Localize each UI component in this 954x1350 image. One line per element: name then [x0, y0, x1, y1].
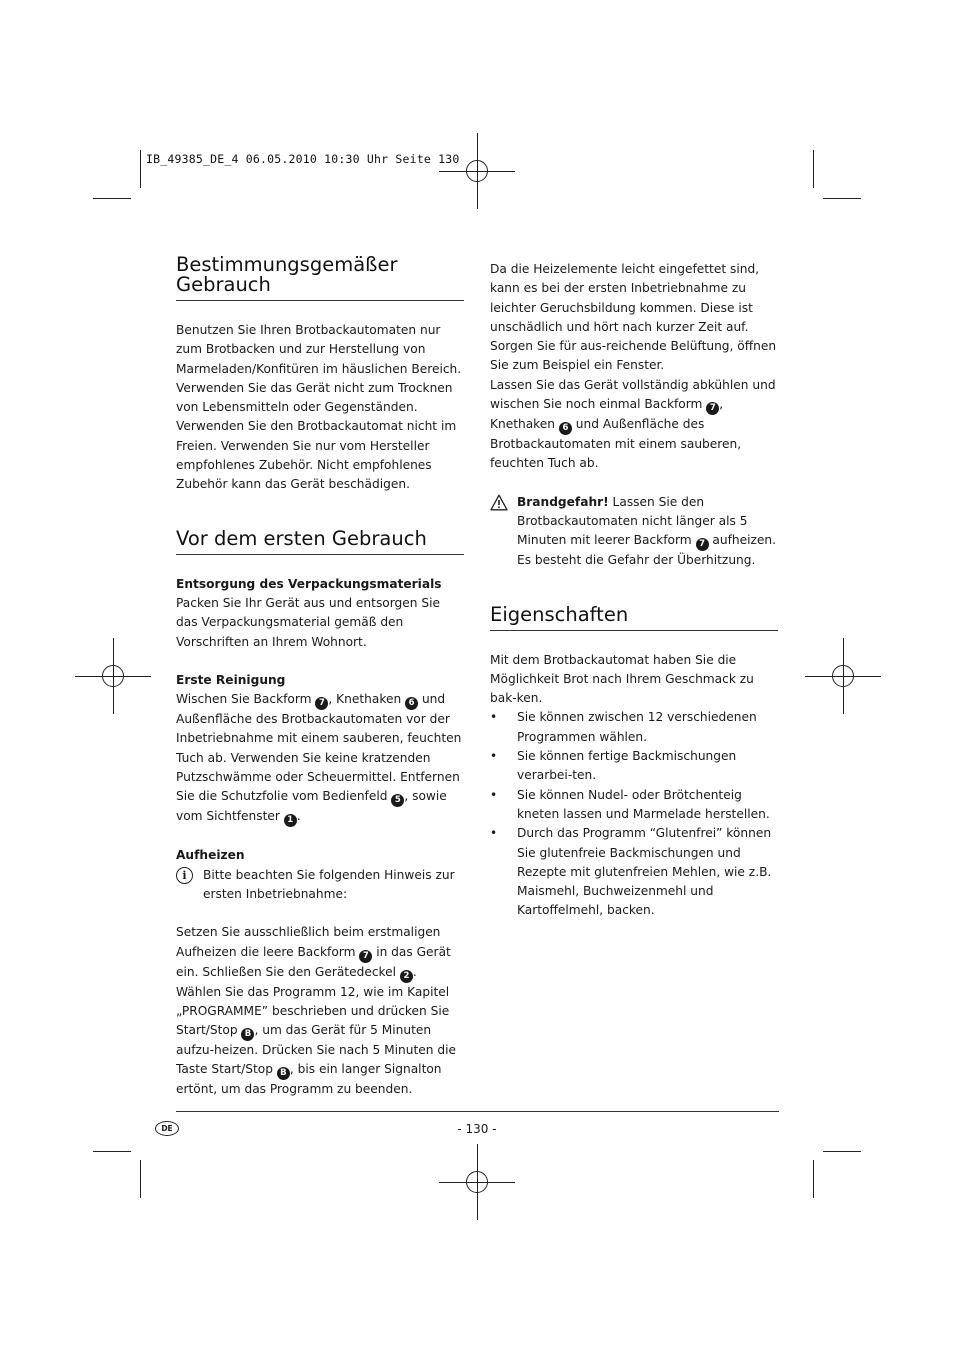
- right-column: [490, 260, 778, 921]
- crop-mark: [813, 150, 814, 188]
- heating-text: Setzen Sie ausschließlich beim erstmaligen Aufheizen die leere Backform 7 in das Gerät ein. Schließen Sie den Gerätedeckel 2 . Wählen Sie das Programm 12, wie im Kapitel „PROGRAMME” beschrieben und drücken Sie Start/Stop B , um das Gerät für 5 Minuten aufzu-heizen. Drücken Sie nach 5 Minuten die Taste Start/Stop B , bis ein langer Signalton ertönt, um das Programm zu beenden.: [176, 925, 456, 1097]
- intended-use-text: Benutzen Sie Ihren Brotbackautomaten nur zum Brotbacken und zur Herstellung von Marmeladen/Konfitüren im häuslichen Bereich. Verwenden Sie das Gerät nicht zum Trocknen von Lebensmitteln oder Gegenständen. Verwenden Sie den Brotbackautomat nicht im Freien. Verwenden Sie nur vom Hersteller empfohlenes Zubehör. Nicht empfohlenes Zubehör kann das Gerät beschädigen.: [176, 323, 462, 492]
- cleaning-text: Wischen Sie Backform 7 , Knethaken 6 und Außenfläche des Brotbackautomaten vor der Inbetriebnahme mit einem sauberen, feuchten Tuch ab. Verwenden Sie keine kratzenden Putzschwämme oder Scheuermittel. Entfernen Sie die Schutzfolie vom Bedienfeld 5 , sowie vom Sichtfenster 1 .: [176, 692, 462, 826]
- list-item: • Sie können zwischen 12 verschiedenen Programmen wählen.: [490, 708, 778, 747]
- heating-heading: Aufheizen: [176, 848, 245, 863]
- registration-mark-icon: [457, 151, 497, 191]
- crop-mark: [813, 1160, 814, 1198]
- info-icon: i: [176, 867, 193, 884]
- footer-rule: [176, 1111, 779, 1112]
- info-note: [176, 866, 464, 905]
- list-item: • Sie können fertige Backmischungen verarbei-ten.: [490, 747, 778, 786]
- info-note-text: Bitte beachten Sie folgenden Hinweis zur ersten Inbetriebnahme:: [203, 867, 455, 901]
- disposal-text: Packen Sie Ihr Gerät aus und entsorgen Sie das Verpackungsmaterial gemäß den Vorschriften an Ihrem Wohnort.: [176, 595, 440, 649]
- cooling-text: Lassen Sie das Gerät vollständig abkühlen und wischen Sie noch einmal Backform 7 , Knethaken 6 und Außenfläche des Brotbackautomaten mit einem sauberen, feuchten Tuch ab.: [490, 377, 776, 471]
- crop-mark: [93, 1151, 131, 1152]
- print-slug: IB_49385_DE_4 06.05.2010 10:30 Uhr Seite 130: [146, 152, 460, 166]
- ref-number-icon: 6: [559, 422, 572, 435]
- warning-note: [490, 493, 778, 571]
- crop-mark: [823, 1151, 861, 1152]
- section-title-first-use: Vor dem ersten Gebrauch: [176, 529, 464, 555]
- language-badge: DE: [155, 1121, 179, 1136]
- ref-number-icon: 2: [400, 970, 413, 983]
- ref-number-icon: 7: [315, 697, 328, 710]
- crop-mark: [140, 150, 141, 188]
- page-number: - 130 -: [457, 1122, 497, 1136]
- disposal-heading: Entsorgung des Verpackungsmaterials: [176, 576, 442, 591]
- crop-mark: [823, 198, 861, 199]
- registration-mark-icon: [823, 656, 863, 696]
- ref-number-icon: 5: [391, 794, 404, 807]
- crop-mark: [140, 1160, 141, 1198]
- registration-mark-icon: [93, 656, 133, 696]
- registration-mark-icon: [457, 1162, 497, 1202]
- ref-number-icon: 7: [359, 950, 372, 963]
- section-title-intended-use: Bestimmungsgemäßer Gebrauch: [176, 255, 464, 301]
- odor-text: Da die Heizelemente leicht eingefettet sind, kann es bei der ersten Inbetriebnahme zu leichter Geruchsbildung kommen. Diese ist unschädlich und hört nach kurzer Zeit auf. Sorgen Sie für aus-reichende Belüftung, öffnen Sie zum Beispiel ein Fenster.: [490, 262, 777, 373]
- ref-number-icon: 7: [696, 538, 709, 551]
- features-intro: Mit dem Brotbackautomat haben Sie die Möglichkeit Brot nach Ihrem Geschmack zu bak-ken.: [490, 652, 754, 706]
- warning-text: Brandgefahr! Lassen Sie den Brotbackautomaten nicht länger als 5 Minuten mit leerer Backform 7 aufheizen. Es besteht die Gefahr der Überhitzung.: [517, 494, 776, 568]
- list-item: • Sie können Nudel- oder Brötchenteig kneten lassen und Marmelade herstellen.: [490, 786, 778, 825]
- cleaning-heading: Erste Reinigung: [176, 672, 286, 687]
- left-column: [176, 255, 464, 1100]
- warning-triangle-icon: [490, 494, 508, 511]
- ref-number-icon: 1: [284, 814, 297, 827]
- ref-number-icon: 7: [706, 402, 719, 415]
- list-item: • Durch das Programm “Glutenfrei” können Sie glutenfreie Backmischungen und Rezepte mit glutenfreien Mehlen, wie z.B. Maismehl, Buchweizenmehl und Kartoffelmehl, backen.: [490, 824, 778, 920]
- section-title-features: Eigenschaften: [490, 605, 778, 631]
- ref-letter-icon: B: [241, 1028, 254, 1041]
- crop-mark: [93, 198, 131, 199]
- ref-number-icon: 6: [405, 697, 418, 710]
- features-list: [490, 708, 778, 920]
- ref-letter-icon: B: [277, 1067, 290, 1080]
